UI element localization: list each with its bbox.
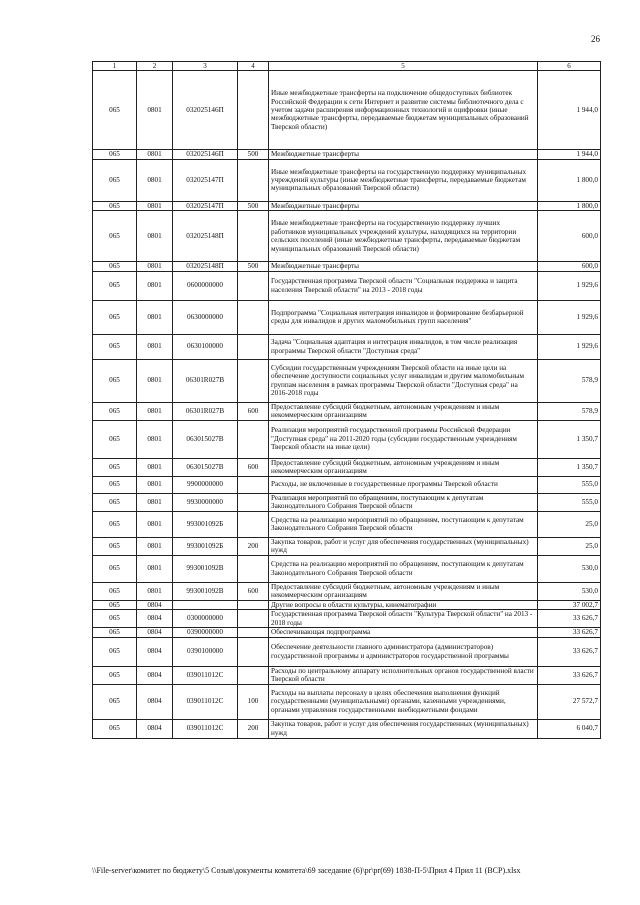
row-agency-code: 065 [93, 159, 137, 201]
row-amount: 33 626,7 [538, 666, 601, 684]
row-section-code: 0804 [137, 666, 173, 684]
row-description: Расходы по центральному аппарату исполнительных органов государственной власти Тверской области [269, 666, 538, 684]
table-row [93, 420, 601, 458]
table-row [93, 610, 601, 628]
row-target-code: 063015027B [173, 458, 238, 476]
row-amount: 6 040,7 [538, 719, 601, 738]
row-target-code: 039011012С [173, 684, 238, 719]
row-section-code: 0801 [137, 300, 173, 334]
column-header: 3 [173, 62, 238, 71]
table-row [93, 666, 601, 684]
row-expense-type [238, 493, 269, 511]
row-expense-type [238, 666, 269, 684]
row-amount: 578,9 [538, 402, 601, 420]
row-section-code: 0804 [137, 610, 173, 628]
column-header: 4 [238, 62, 269, 71]
row-expense-type: 200 [238, 537, 269, 555]
table-row [93, 555, 601, 582]
row-amount: 1 929,6 [538, 300, 601, 334]
row-agency-code: 065 [93, 359, 137, 402]
table-row [93, 211, 601, 262]
row-section-code: 0801 [137, 334, 173, 359]
row-expense-type [238, 555, 269, 582]
row-agency-code: 065 [93, 511, 137, 537]
table-row [93, 628, 601, 637]
row-expense-type [238, 300, 269, 334]
row-section-code: 0804 [137, 637, 173, 666]
row-section-code: 0804 [137, 628, 173, 637]
table-row [93, 150, 601, 159]
table-row [93, 201, 601, 210]
row-description: Обеспечивающая подпрограмма [269, 628, 538, 637]
row-agency-code: 065 [93, 476, 137, 493]
row-target-code: 06301R027B [173, 359, 238, 402]
row-amount: 1 800,0 [538, 159, 601, 201]
row-section-code: 0801 [137, 511, 173, 537]
row-agency-code: 065 [93, 300, 137, 334]
row-section-code: 0801 [137, 159, 173, 201]
column-header: 2 [137, 62, 173, 71]
table-row [93, 262, 601, 271]
column-header: 6 [538, 62, 601, 71]
table-row [93, 359, 601, 402]
row-target-code: 032025147П [173, 201, 238, 210]
row-description: Субсидии государственным учреждениям Тверской области на иные цели на обеспечение доступности социальных услуг инвалидам и другим маломобильным группам населения в рамках программы Тверской области "Доступная среда" на 2016-2018 годы [269, 359, 538, 402]
row-section-code: 0801 [137, 271, 173, 300]
row-amount: 555,0 [538, 476, 601, 493]
row-amount: 1 944,0 [538, 71, 601, 150]
row-section-code: 0801 [137, 476, 173, 493]
row-description: Межбюджетные трансферты [269, 150, 538, 159]
row-agency-code: 065 [93, 271, 137, 300]
row-description: Государственная программа Тверской области "Культура Тверской области" на 2013 - 2018 годы [269, 610, 538, 628]
row-amount: 33 626,7 [538, 610, 601, 628]
row-agency-code: 065 [93, 537, 137, 555]
row-agency-code: 065 [93, 262, 137, 271]
row-expense-type [238, 476, 269, 493]
row-expense-type: 500 [238, 262, 269, 271]
row-expense-type [238, 271, 269, 300]
row-description: Государственная программа Тверской области "Социальная поддержка и защита населения Тверской области" на 2013 - 2018 годы [269, 271, 538, 300]
row-expense-type [238, 211, 269, 262]
row-agency-code: 065 [93, 666, 137, 684]
row-description: Иные межбюджетные трансферты на подключение общедоступных библиотек Российской Федерации к сети Интернет и развитие системы библиотечного дела с учетом задачи расширения информационных технологий и оцифровки (иные межбюджетные трансферты, передаваемые бюджетам муниципальных образований Тверской области) [269, 71, 538, 150]
row-section-code: 0801 [137, 537, 173, 555]
row-description: Закупка товаров, работ и услуг для обеспечения государственных (муниципальных) нужд [269, 719, 538, 738]
file-path-footer: \\File-server\комитет по бюджету\5 Созыв\документы комитета\69 заседание (6)\pr\pr(69) 1838-П-5\Прил 4 Прил 11 (ВСР).xlsx [92, 866, 521, 875]
row-description: Предоставление субсидий бюджетным, автономным учреждениям и иным некоммерческим организациям [269, 458, 538, 476]
row-expense-type [238, 159, 269, 201]
row-amount: 1 929,6 [538, 271, 601, 300]
row-section-code: 0801 [137, 555, 173, 582]
row-agency-code: 065 [93, 555, 137, 582]
table-row [93, 511, 601, 537]
row-amount: 1 350,7 [538, 420, 601, 458]
row-description: Обеспечение деятельности главного администратора (администраторов) государственной программы и администраторов государственной программы [269, 637, 538, 666]
row-agency-code: 065 [93, 402, 137, 420]
row-description: Иные межбюджетные трансферты на государственную поддержку муниципальных учреждений культуры (иные межбюджетные трансферты, передаваемые бюджетам муниципальных образований Тверской области) [269, 159, 538, 201]
row-expense-type [238, 628, 269, 637]
row-target-code: 032025146П [173, 71, 238, 150]
row-description: Межбюджетные трансферты [269, 201, 538, 210]
row-target-code: 9930000000 [173, 493, 238, 511]
row-expense-type [238, 334, 269, 359]
row-section-code: 0801 [137, 458, 173, 476]
row-expense-type [238, 511, 269, 537]
row-section-code: 0804 [137, 684, 173, 719]
table-row [93, 402, 601, 420]
row-amount: 600,0 [538, 262, 601, 271]
row-section-code: 0801 [137, 359, 173, 402]
row-expense-type [238, 600, 269, 609]
row-amount: 578,9 [538, 359, 601, 402]
row-target-code: 993001092Б [173, 511, 238, 537]
column-header: 1 [93, 62, 137, 71]
row-description: Расходы, не включенные в государственные программы Тверской области [269, 476, 538, 493]
row-amount: 33 626,7 [538, 637, 601, 666]
row-amount: 25,0 [538, 537, 601, 555]
row-expense-type: 500 [238, 201, 269, 210]
row-target-code: 0390000000 [173, 628, 238, 637]
row-amount: 530,0 [538, 582, 601, 600]
table-row [93, 159, 601, 201]
row-expense-type [238, 420, 269, 458]
row-target-code: 039011012С [173, 719, 238, 738]
row-agency-code: 065 [93, 582, 137, 600]
row-agency-code: 065 [93, 71, 137, 150]
row-target-code: 032025146П [173, 150, 238, 159]
row-amount: 600,0 [538, 211, 601, 262]
row-expense-type [238, 71, 269, 150]
row-section-code: 0801 [137, 150, 173, 159]
row-agency-code: 065 [93, 211, 137, 262]
row-amount: 33 626,7 [538, 628, 601, 637]
row-agency-code: 065 [93, 637, 137, 666]
row-expense-type: 600 [238, 582, 269, 600]
row-section-code: 0804 [137, 719, 173, 738]
table-row [93, 458, 601, 476]
table-row [93, 71, 601, 150]
row-description: Предоставление субсидий бюджетным, автономным учреждениям и иным некоммерческим организациям [269, 402, 538, 420]
row-amount: 530,0 [538, 555, 601, 582]
budget-table [92, 61, 601, 739]
row-agency-code: 065 [93, 610, 137, 628]
row-expense-type [238, 359, 269, 402]
row-target-code: 0630000000 [173, 300, 238, 334]
table-row [93, 300, 601, 334]
row-agency-code: 065 [93, 600, 137, 609]
table-row [93, 600, 601, 609]
row-amount: 555,0 [538, 493, 601, 511]
row-expense-type: 200 [238, 719, 269, 738]
row-description: Реализация мероприятий по обращениям, поступающим к депутатам Законодательного Собрания Тверской области [269, 493, 538, 511]
row-description: Средства на реализацию мероприятий по обращениям, поступающим к депутатам Законодательного Собрания Тверской области [269, 555, 538, 582]
row-expense-type: 100 [238, 684, 269, 719]
row-section-code: 0801 [137, 402, 173, 420]
row-target-code: 993001092Б [173, 537, 238, 555]
row-section-code: 0801 [137, 493, 173, 511]
column-header: 5 [269, 62, 538, 71]
row-expense-type [238, 637, 269, 666]
row-section-code: 0801 [137, 211, 173, 262]
row-agency-code: 065 [93, 458, 137, 476]
table-row [93, 476, 601, 493]
row-amount: 1 929,6 [538, 334, 601, 359]
row-target-code: 032025147П [173, 159, 238, 201]
row-target-code: 0630100000 [173, 334, 238, 359]
row-agency-code: 065 [93, 150, 137, 159]
row-section-code: 0804 [137, 600, 173, 609]
row-agency-code: 065 [93, 420, 137, 458]
row-target-code: 032025148П [173, 262, 238, 271]
row-target-code: 063015027B [173, 420, 238, 458]
table-row [93, 271, 601, 300]
row-expense-type: 600 [238, 458, 269, 476]
page-number: 26 [591, 34, 600, 44]
row-description: Межбюджетные трансферты [269, 262, 538, 271]
table-row [93, 582, 601, 600]
row-agency-code: 065 [93, 628, 137, 637]
row-description: Подпрограмма "Социальная интеграция инвалидов и формирование безбарьерной среды для инвалидов и других маломобильных групп населения" [269, 300, 538, 334]
row-description: Предоставление субсидий бюджетным, автономным учреждениям и иным некоммерческим организациям [269, 582, 538, 600]
row-section-code: 0801 [137, 420, 173, 458]
row-description: Другие вопросы в области культуры, кинематографии [269, 600, 538, 609]
row-description: Иные межбюджетные трансферты на государственную поддержку лучших работников муниципальных учреждений культуры, находящихся на территории сельских поселений (иные межбюджетные трансферты, передаваемые бюджетам муниципальных образований Тверской области) [269, 211, 538, 262]
table-row [93, 684, 601, 719]
row-description: Задача "Социальная адаптация и интеграция инвалидов, в том числе реализация программы Тверской области "Доступная среда" [269, 334, 538, 359]
row-description: Расходы на выплаты персоналу в целях обеспечения выполнения функций государственными (муниципальными) органами, казенными учреждениями, органами управления государственными внебюджетными фондами [269, 684, 538, 719]
row-amount: 37 002,7 [538, 600, 601, 609]
row-agency-code: 065 [93, 684, 137, 719]
row-agency-code: 065 [93, 201, 137, 210]
row-target-code [173, 600, 238, 609]
row-target-code: 993001092В [173, 555, 238, 582]
row-agency-code: 065 [93, 719, 137, 738]
row-description: Реализация мероприятий государственной программы Российской Федерации "Доступная среда" на 2011-2020 годы (субсидии государственным учреждениям Тверской области на иные цели) [269, 420, 538, 458]
row-target-code: 0300000000 [173, 610, 238, 628]
row-target-code: 993001092В [173, 582, 238, 600]
row-amount: 1 944,0 [538, 150, 601, 159]
row-section-code: 0801 [137, 582, 173, 600]
table-row [93, 637, 601, 666]
row-description: Закупка товаров, работ и услуг для обеспечения государственных (муниципальных) нужд [269, 537, 538, 555]
row-target-code: 0390100000 [173, 637, 238, 666]
row-target-code: 06301R027B [173, 402, 238, 420]
row-description: Средства на реализацию мероприятий по обращениям, поступающим к депутатам Законодательного Собрания Тверской области [269, 511, 538, 537]
row-amount: 25,0 [538, 511, 601, 537]
row-section-code: 0801 [137, 71, 173, 150]
row-amount: 27 572,7 [538, 684, 601, 719]
row-section-code: 0801 [137, 201, 173, 210]
row-agency-code: 065 [93, 334, 137, 359]
row-expense-type [238, 610, 269, 628]
row-target-code: 032025148П [173, 211, 238, 262]
row-expense-type: 600 [238, 402, 269, 420]
row-amount: 1 800,0 [538, 201, 601, 210]
column-number-row [93, 62, 601, 71]
row-section-code: 0801 [137, 262, 173, 271]
row-target-code: 039011012С [173, 666, 238, 684]
table-row [93, 493, 601, 511]
row-target-code: 9900000000 [173, 476, 238, 493]
row-agency-code: 065 [93, 493, 137, 511]
row-target-code: 0600000000 [173, 271, 238, 300]
table-row [93, 537, 601, 555]
table-row [93, 334, 601, 359]
row-amount: 1 350,7 [538, 458, 601, 476]
table-row [93, 719, 601, 738]
row-expense-type: 500 [238, 150, 269, 159]
